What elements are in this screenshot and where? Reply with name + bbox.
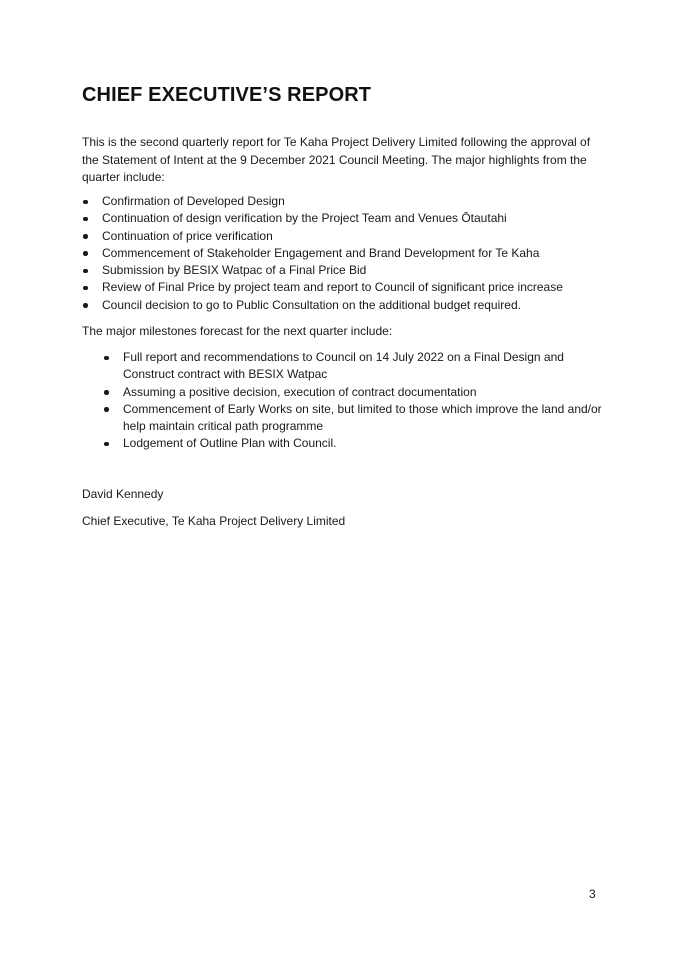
intro-paragraph: This is the second quarterly report for Te Kaha Project Delivery Limited following the approval of the Statement of Intent at the 9 December 2021 Council Meeting. The major highlights from the quarter include: (82, 135, 591, 184)
list-item-text: Council decision to go to Public Consultation on the additional budget required. (102, 297, 521, 312)
bullet-icon (83, 251, 88, 256)
milestones-list (103, 349, 603, 453)
list-item (103, 384, 603, 401)
bullet-icon (104, 442, 109, 447)
bullet-icon (83, 303, 88, 308)
list-item-text: Lodgement of Outline Plan with Council. (123, 436, 337, 451)
list-item (103, 435, 603, 452)
list-item-text: Submission by BESIX Watpac of a Final Price Bid (102, 263, 367, 278)
bullet-icon (83, 234, 88, 239)
list-item (82, 228, 602, 245)
list-item (82, 279, 602, 296)
list-item-text: Review of Final Price by project team and report to Council of significant price increase (102, 280, 563, 295)
list-item (103, 349, 603, 384)
bullet-icon (104, 356, 109, 361)
list-item-text: Full report and recommendations to Council on 14 July 2022 on a Final Design and Construct contract with BESIX Watpac (123, 350, 564, 382)
list-item (82, 245, 602, 262)
list-item (82, 193, 602, 210)
bullet-icon (83, 200, 88, 205)
bullet-icon (104, 390, 109, 395)
page-number: 3 (589, 887, 596, 901)
milestones-intro: The major milestones forecast for the next quarter include: (82, 324, 393, 338)
list-item-text: Confirmation of Developed Design (102, 194, 285, 208)
list-item-text: Continuation of design verification by the Project Team and Venues Ōtautahi (102, 211, 507, 226)
signature-title: Chief Executive, Te Kaha Project Delivery Limited (82, 514, 346, 528)
bullet-icon (104, 407, 109, 412)
bullet-icon (83, 286, 88, 291)
list-item (82, 210, 602, 227)
signature-name: David Kennedy (82, 487, 164, 501)
report-title: CHIEF EXECUTIVE’S REPORT (82, 84, 372, 106)
list-item-text: Continuation of price verification (102, 228, 273, 243)
list-item-text: Commencement of Early Works on site, but limited to those which improve the land and/or help maintain critical path programme (123, 401, 602, 434)
list-item (82, 262, 602, 279)
list-item-text: Commencement of Stakeholder Engagement and Brand Development for Te Kaha (102, 245, 540, 260)
list-item-text: Assuming a positive decision, execution of contract documentation (123, 384, 477, 399)
list-item (82, 297, 602, 314)
list-item (103, 401, 603, 436)
bullet-icon (83, 217, 88, 222)
bullet-icon (83, 269, 88, 274)
highlights-list (82, 193, 602, 314)
